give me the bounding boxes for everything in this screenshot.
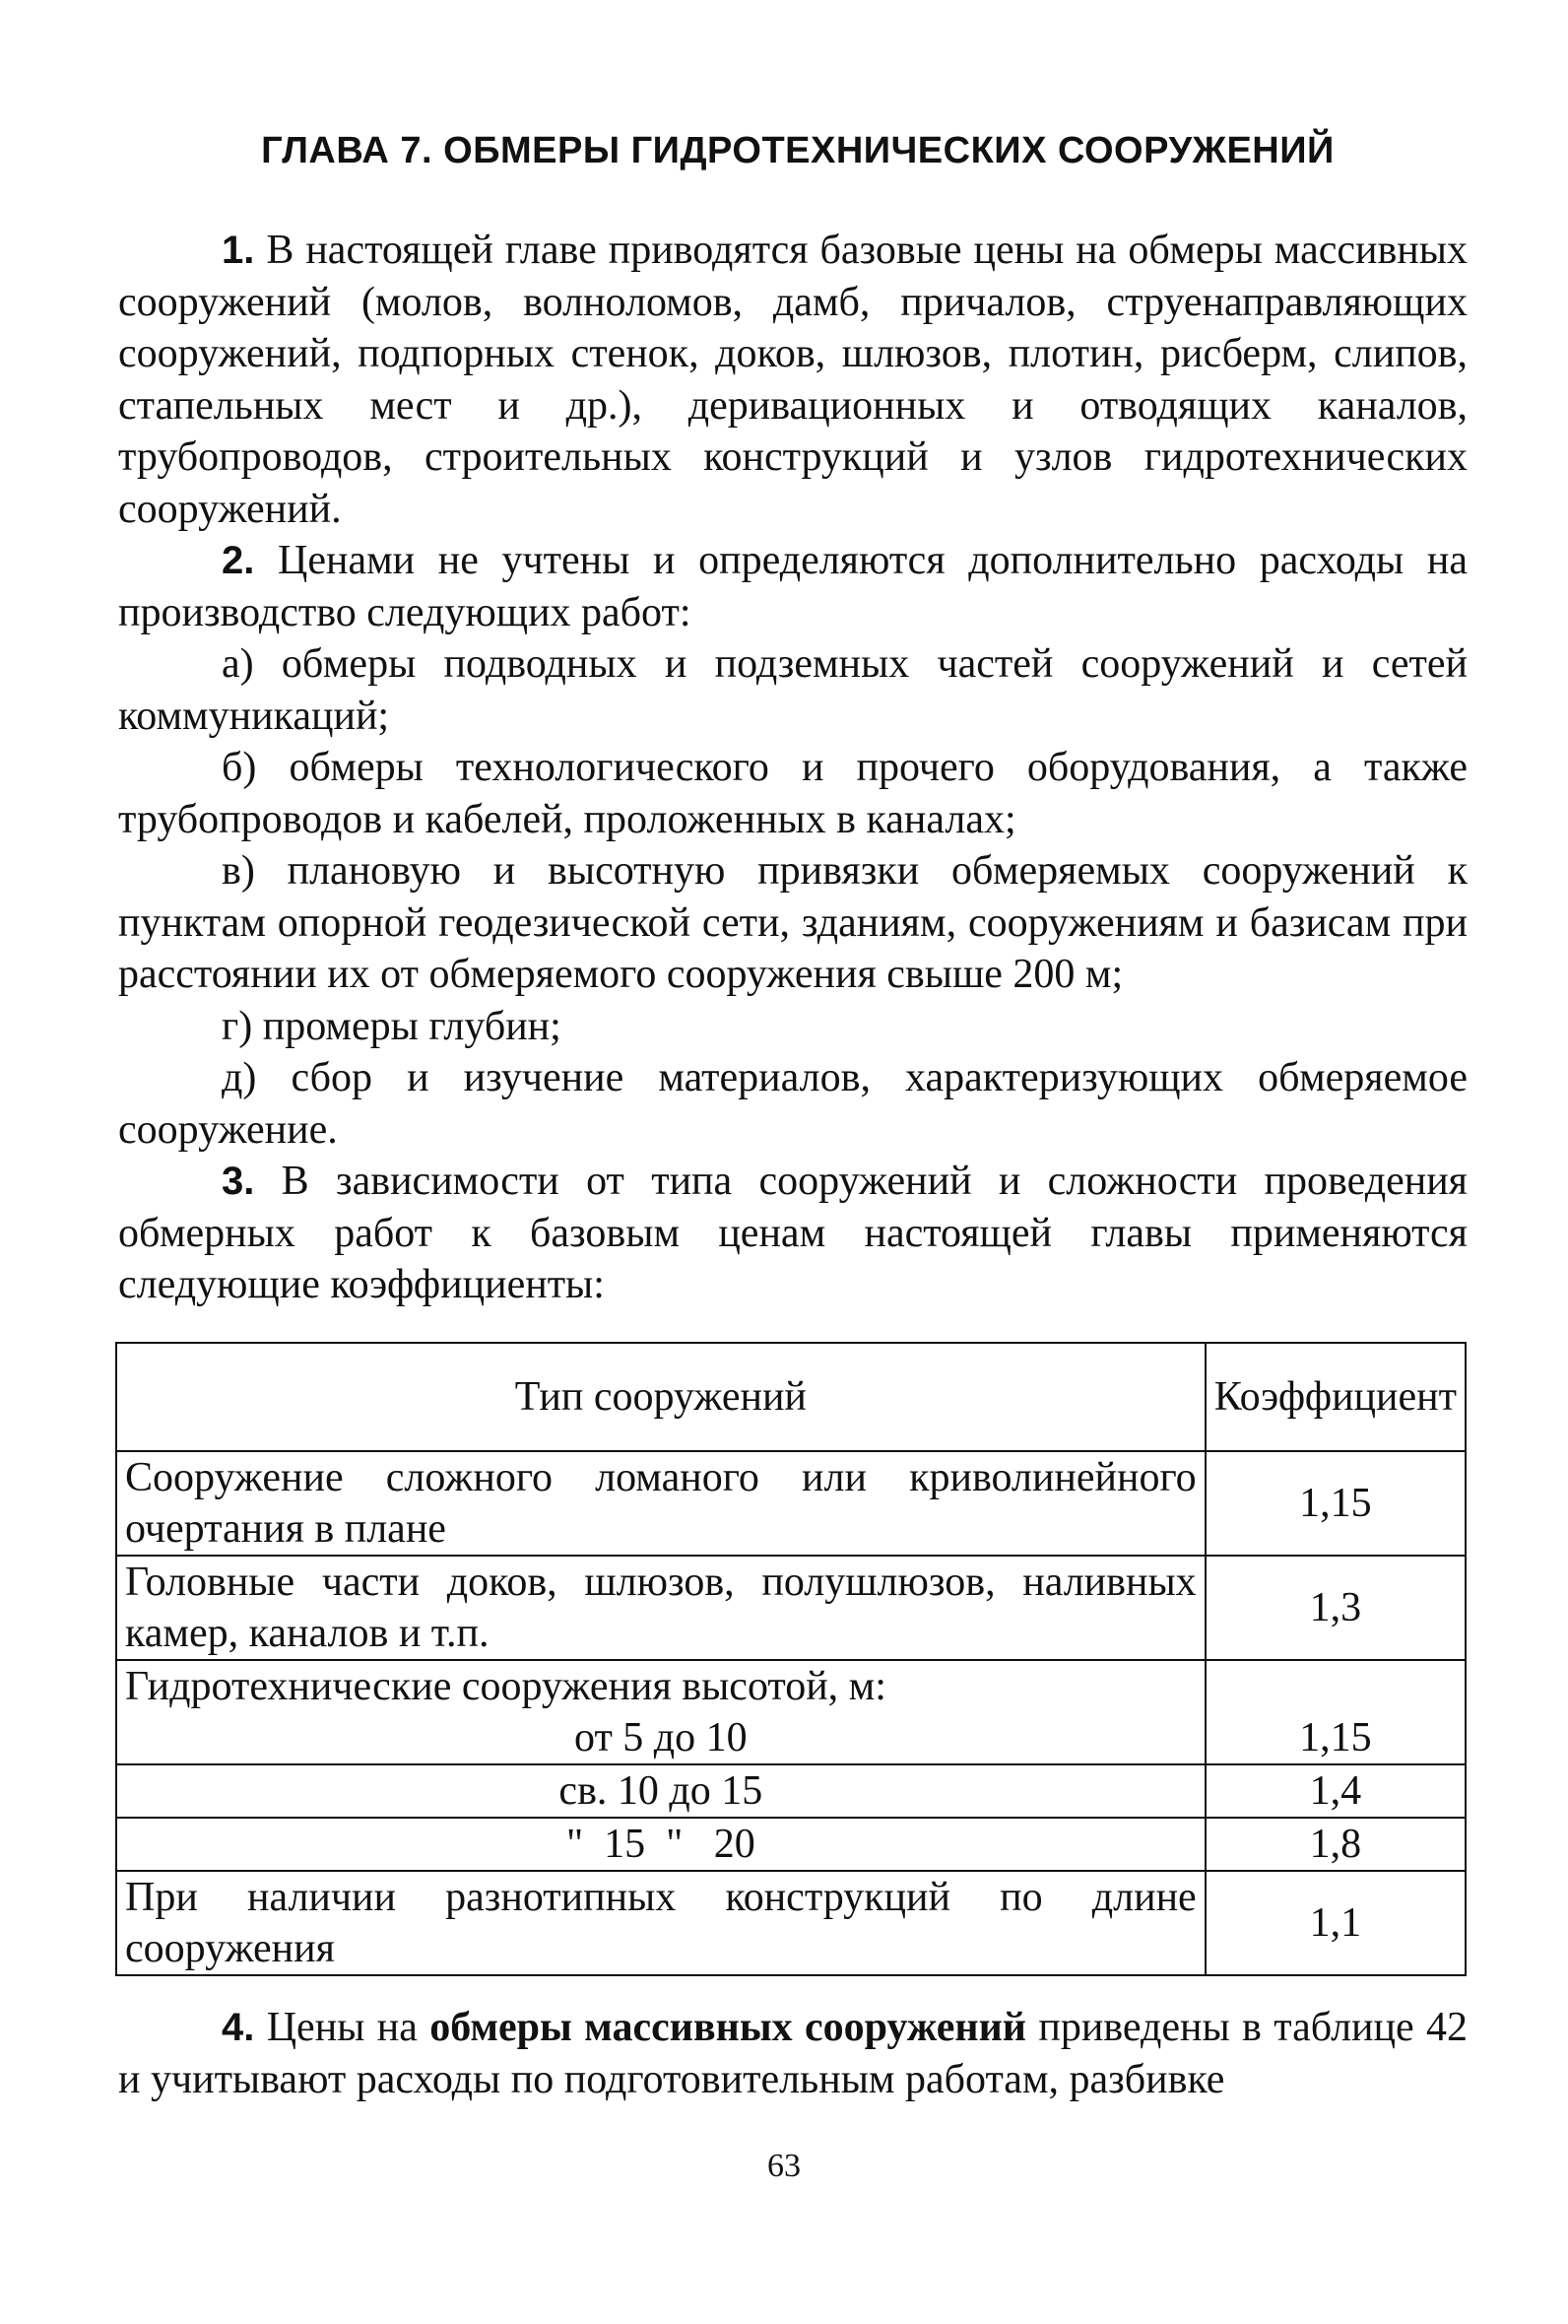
table-row <box>116 1712 1466 1764</box>
list-item-a: а) обмеры подводных и подземных частей сооружений и сетей коммуникаций; <box>118 641 1468 739</box>
row-coef: 1,15 <box>1206 1451 1466 1556</box>
row-coef: 1,4 <box>1206 1764 1466 1818</box>
table-row <box>116 1660 1466 1712</box>
list-item-b: б) обмеры технологического и прочего оборудования, а также трубопроводов и кабелей, проложенных в каналах; <box>118 745 1468 842</box>
paragraph-4-bold: обмеры массивных сооружений <box>429 2005 1026 2050</box>
header-type: Тип сооружений <box>116 1343 1206 1451</box>
paragraph-1-number: 1. <box>222 229 255 272</box>
paragraph-3-number: 3. <box>222 1160 255 1203</box>
row-type: Сооружение сложного ломаного или криволинейного очертания в плане <box>116 1451 1206 1556</box>
row-type: Гидротехнические сооружения высотой, м: <box>116 1660 1206 1712</box>
table-row <box>116 1818 1466 1871</box>
body-text <box>118 225 1468 1311</box>
chapter-heading: ГЛАВА 7. ОБМЕРЫ ГИДРОТЕХНИЧЕСКИХ СООРУЖЕНИЙ <box>261 130 1335 171</box>
paragraph-2-text: Ценами не учтены и определяются дополнительно расходы на производство следующих работ: <box>118 538 1468 635</box>
paragraph-4 <box>118 2002 1468 2105</box>
table-row <box>116 1451 1466 1556</box>
list-item-d: д) сбор и изучение материалов, характеризующих обмеряемое сооружение. <box>118 1055 1468 1153</box>
row-coef: 1,1 <box>1206 1871 1466 1975</box>
row-type: При наличии разнотипных конструкций по длине сооружения <box>116 1871 1206 1975</box>
table-row <box>116 1871 1466 1975</box>
row-type: от 5 до 10 <box>116 1712 1206 1764</box>
page-number: 63 <box>767 2148 801 2184</box>
paragraph-1 <box>118 225 1468 535</box>
paragraph-3-text: В зависимости от типа сооружений и сложности проведения обмерных работ к базовым ценам настоящей главы применяются следующие коэффициенты: <box>118 1159 1468 1307</box>
table-header-row <box>116 1343 1466 1451</box>
list-item-v: в) плановую и высотную привязки обмеряемых сооружений к пунктам опорной геодезической сети, зданиям, сооружениям и базисам при расстоянии их от обмеряемого сооружения свыше 200 м; <box>118 848 1468 997</box>
paragraph-2-number: 2. <box>222 539 255 582</box>
list-item-g: г) промеры глубин; <box>222 1003 561 1049</box>
paragraph-2 <box>118 535 1468 638</box>
paragraph-1-text: В настоящей главе приводятся базовые цены на обмеры массивных сооружений (молов, волноломов, дамб, причалов, струенаправляющих сооружений, подпорных стенок, доков, шлюзов, плотин, рисберм, слипов, стапельных мест и др.), деривационных и отводящих каналов, трубопроводов, строительных конструкций и узлов гидротехнических сооружений. <box>118 228 1468 532</box>
row-coef: 1,8 <box>1206 1818 1466 1871</box>
table-row <box>116 1556 1466 1660</box>
row-coef <box>1206 1660 1466 1712</box>
row-type: " 15 " 20 <box>116 1818 1206 1871</box>
row-coef: 1,15 <box>1206 1712 1466 1764</box>
row-type: св. 10 до 15 <box>116 1764 1206 1818</box>
header-coef: Коэффициент <box>1206 1343 1466 1451</box>
coefficients-table <box>115 1342 1467 1976</box>
paragraph-4-after: приведены в таблице 42 и учитывают расходы по подготовительным работам, разбивке <box>118 2005 1468 2102</box>
row-type: Головные части доков, шлюзов, полушлюзов, наливных камер, каналов и т.п. <box>116 1556 1206 1660</box>
paragraph-3 <box>118 1156 1468 1311</box>
paragraph-4-number: 4. <box>222 2006 255 2049</box>
table-row <box>116 1764 1466 1818</box>
paragraph-4-before: Цены на <box>254 2005 430 2050</box>
paragraph-4-body <box>118 2002 1468 2105</box>
row-coef: 1,3 <box>1206 1556 1466 1660</box>
